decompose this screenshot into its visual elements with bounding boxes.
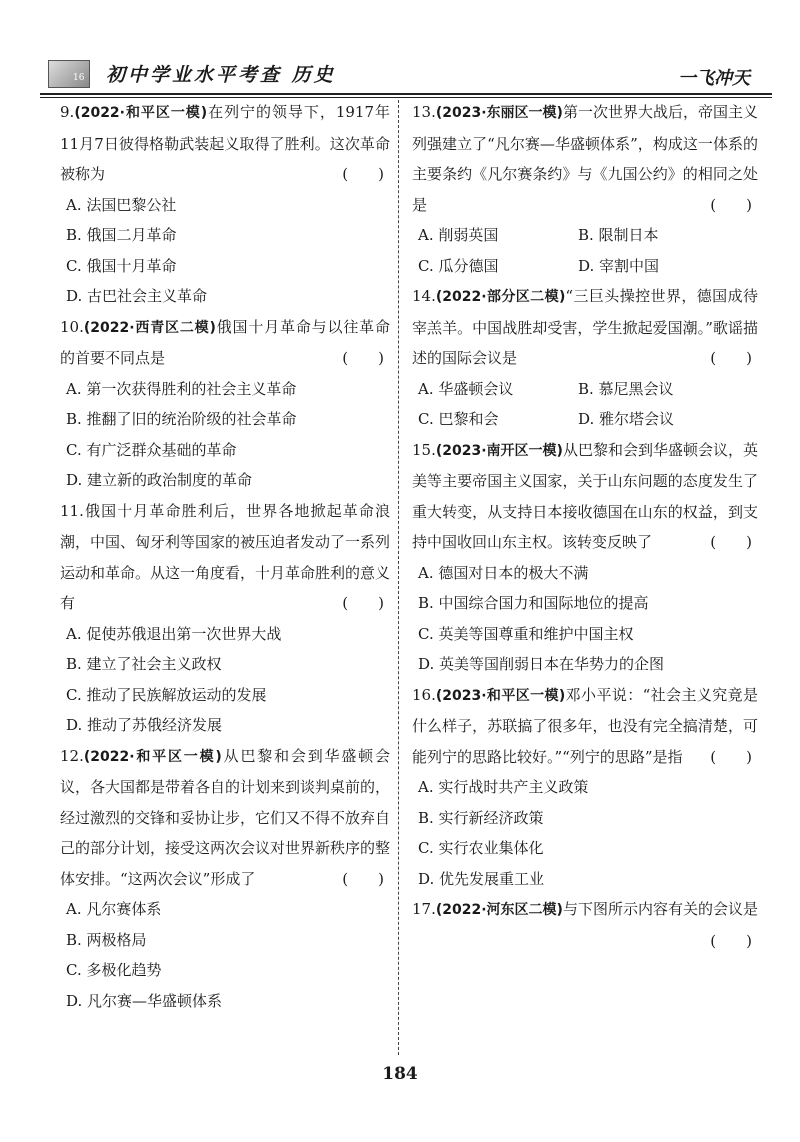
option: C. 实行农业集体化 bbox=[418, 839, 544, 857]
option: A. 凡尔赛体系 bbox=[66, 900, 162, 918]
answer-blank: ( ) bbox=[342, 349, 384, 367]
question-number: 10. bbox=[60, 317, 84, 336]
question bbox=[60, 97, 390, 312]
series-logo bbox=[48, 60, 90, 88]
option: D. 优先发展重工业 bbox=[418, 869, 545, 888]
option: B. 慕尼黑会议 bbox=[578, 379, 674, 398]
option-row bbox=[412, 251, 758, 282]
question bbox=[60, 312, 390, 496]
logo-text: 16 bbox=[73, 73, 85, 83]
option: A. 实行战时共产主义政策 bbox=[418, 778, 589, 796]
question-source: (2022·河东区二模) bbox=[435, 902, 563, 918]
question-number: 17. bbox=[412, 900, 436, 918]
question-source: (2023·南开区一模) bbox=[435, 442, 563, 459]
question-stem: 在列宁的领导下，1917年11月7日彼得格勒武装起义取得了胜利。这次革命被称为 bbox=[60, 103, 390, 183]
option: D. 宰割中国 bbox=[578, 256, 660, 275]
page-number: 184 bbox=[382, 1064, 418, 1084]
option: C. 推动了民族解放运动的发展 bbox=[66, 685, 267, 704]
option: D. 雅尔塔会议 bbox=[578, 410, 675, 428]
header-rule bbox=[40, 93, 772, 95]
question-number: 12. bbox=[60, 746, 84, 765]
option: D. 推动了苏俄经济发展 bbox=[66, 716, 223, 734]
answer-blank: ( ) bbox=[710, 349, 752, 367]
question-source: (2023·和平区一模) bbox=[435, 687, 566, 704]
option: C. 巴黎和会 bbox=[418, 410, 499, 428]
option: A. 促使苏俄退出第一次世界大战 bbox=[66, 624, 282, 643]
option: B. 实行新经济政策 bbox=[418, 808, 544, 827]
option: B. 推翻了旧的统治阶级的社会革命 bbox=[66, 410, 297, 428]
column-divider bbox=[398, 100, 399, 1055]
question-number: 13. bbox=[412, 103, 436, 121]
option: D. 古巴社会主义革命 bbox=[66, 287, 208, 305]
option: A. 德国对日本的极大不满 bbox=[418, 563, 589, 582]
question-stem: 俄国十月革命与以往革命的首要不同点是 bbox=[60, 317, 390, 367]
brand-title: 一飞冲天 bbox=[678, 68, 750, 89]
option: B. 两极格局 bbox=[66, 930, 147, 949]
question-number: 15. bbox=[412, 440, 436, 459]
option: B. 中国综合国力和国际地位的提高 bbox=[418, 594, 649, 612]
question-stem: “三巨头操控世界，德国成待宰羔羊。中国战胜却受害，学生掀起爱国潮。”歌谣描述的国际会议是 bbox=[412, 287, 758, 367]
option: A. 削弱英国 bbox=[418, 226, 499, 244]
question-number: 16. bbox=[412, 685, 436, 704]
question-source: (2022·和平区一模) bbox=[83, 748, 222, 765]
option: D. 凡尔赛—华盛顿体系 bbox=[66, 991, 223, 1010]
option: B. 限制日本 bbox=[578, 226, 659, 244]
question bbox=[412, 894, 758, 950]
option-row bbox=[412, 404, 758, 435]
option: A. 第一次获得胜利的社会主义革命 bbox=[66, 379, 297, 398]
option: C. 英美等国尊重和维护中国主权 bbox=[418, 624, 634, 643]
question-source: (2023·东丽区一模) bbox=[435, 105, 563, 121]
question bbox=[412, 97, 758, 281]
option: B. 建立了社会主义政权 bbox=[66, 655, 222, 673]
page-header bbox=[28, 54, 780, 94]
question-source: (2022·部分区二模) bbox=[435, 289, 566, 305]
answer-blank: ( ) bbox=[710, 931, 752, 950]
question-stem: 俄国十月革命胜利后，世界各地掀起革命浪潮，中国、匈牙利等国家的被压迫者发动了一系列运动和革命。从这一角度看，十月革命胜利的意义有 bbox=[60, 501, 391, 612]
question-stem: 邓小平说：“社会主义究竟是什么样子，苏联搞了很多年，也没有完全搞清楚，可能列宁的思路比较好。”“列宁的思路”是指 bbox=[412, 685, 758, 766]
option: C. 有广泛群众基础的革命 bbox=[66, 440, 237, 459]
question bbox=[60, 496, 390, 741]
option: B. 俄国二月革命 bbox=[66, 226, 177, 244]
answer-blank: ( ) bbox=[342, 594, 384, 612]
option: C. 俄国十月革命 bbox=[66, 256, 177, 275]
question-stem: 从巴黎和会到华盛顿会议，英美等主要帝国主义国家，关于山东问题的态度发生了重大转变，从支持日本接收德国在山东的权益，到支持中国收回山东主权。该转变反映了 bbox=[412, 440, 758, 551]
question-source: (2022·西青区二模) bbox=[83, 319, 216, 336]
answer-blank: ( ) bbox=[342, 869, 384, 888]
option-row bbox=[412, 374, 758, 405]
series-title: 初中学业水平考查 历史 bbox=[106, 64, 336, 86]
question-stem: 从巴黎和会到华盛顿会议，各大国都是带着各自的计划来到谈判桌前的，经过激烈的交锋和妥协让步，它们又不得不放弃自己的部分计划，接受这两次会议对世界新秩序的整体安排。“这两次会议”形成了 bbox=[60, 746, 391, 888]
option: C. 多极化趋势 bbox=[66, 961, 162, 979]
question-source: (2022·和平区一模) bbox=[74, 105, 208, 121]
option: D. 英美等国削弱日本在华势力的企图 bbox=[418, 655, 665, 673]
option: A. 华盛顿会议 bbox=[418, 379, 514, 398]
answer-blank: ( ) bbox=[710, 747, 752, 766]
question bbox=[412, 680, 758, 895]
question bbox=[412, 281, 758, 435]
left-column bbox=[60, 97, 390, 1016]
option: D. 建立新的政治制度的革命 bbox=[66, 471, 253, 489]
question-stem: 第一次世界大战后，帝国主义列强建立了“凡尔赛—华盛顿体系”，构成这一体系的主要条约《凡尔赛条约》与《九国公约》的相同之处是 bbox=[412, 103, 758, 214]
question-number: 11. bbox=[60, 501, 84, 520]
answer-blank: ( ) bbox=[342, 165, 384, 183]
question-number: 14. bbox=[412, 287, 436, 305]
option: A. 法国巴黎公社 bbox=[66, 195, 177, 214]
question bbox=[412, 435, 758, 680]
answer-blank: ( ) bbox=[710, 533, 752, 551]
option: C. 瓜分德国 bbox=[418, 256, 499, 275]
question-stem: 与下图所示内容有关的会议是 bbox=[562, 900, 758, 918]
question bbox=[60, 741, 390, 1017]
answer-blank: ( ) bbox=[710, 195, 752, 214]
right-column bbox=[412, 97, 758, 956]
question-number: 9. bbox=[60, 103, 75, 121]
option-row bbox=[412, 220, 758, 251]
